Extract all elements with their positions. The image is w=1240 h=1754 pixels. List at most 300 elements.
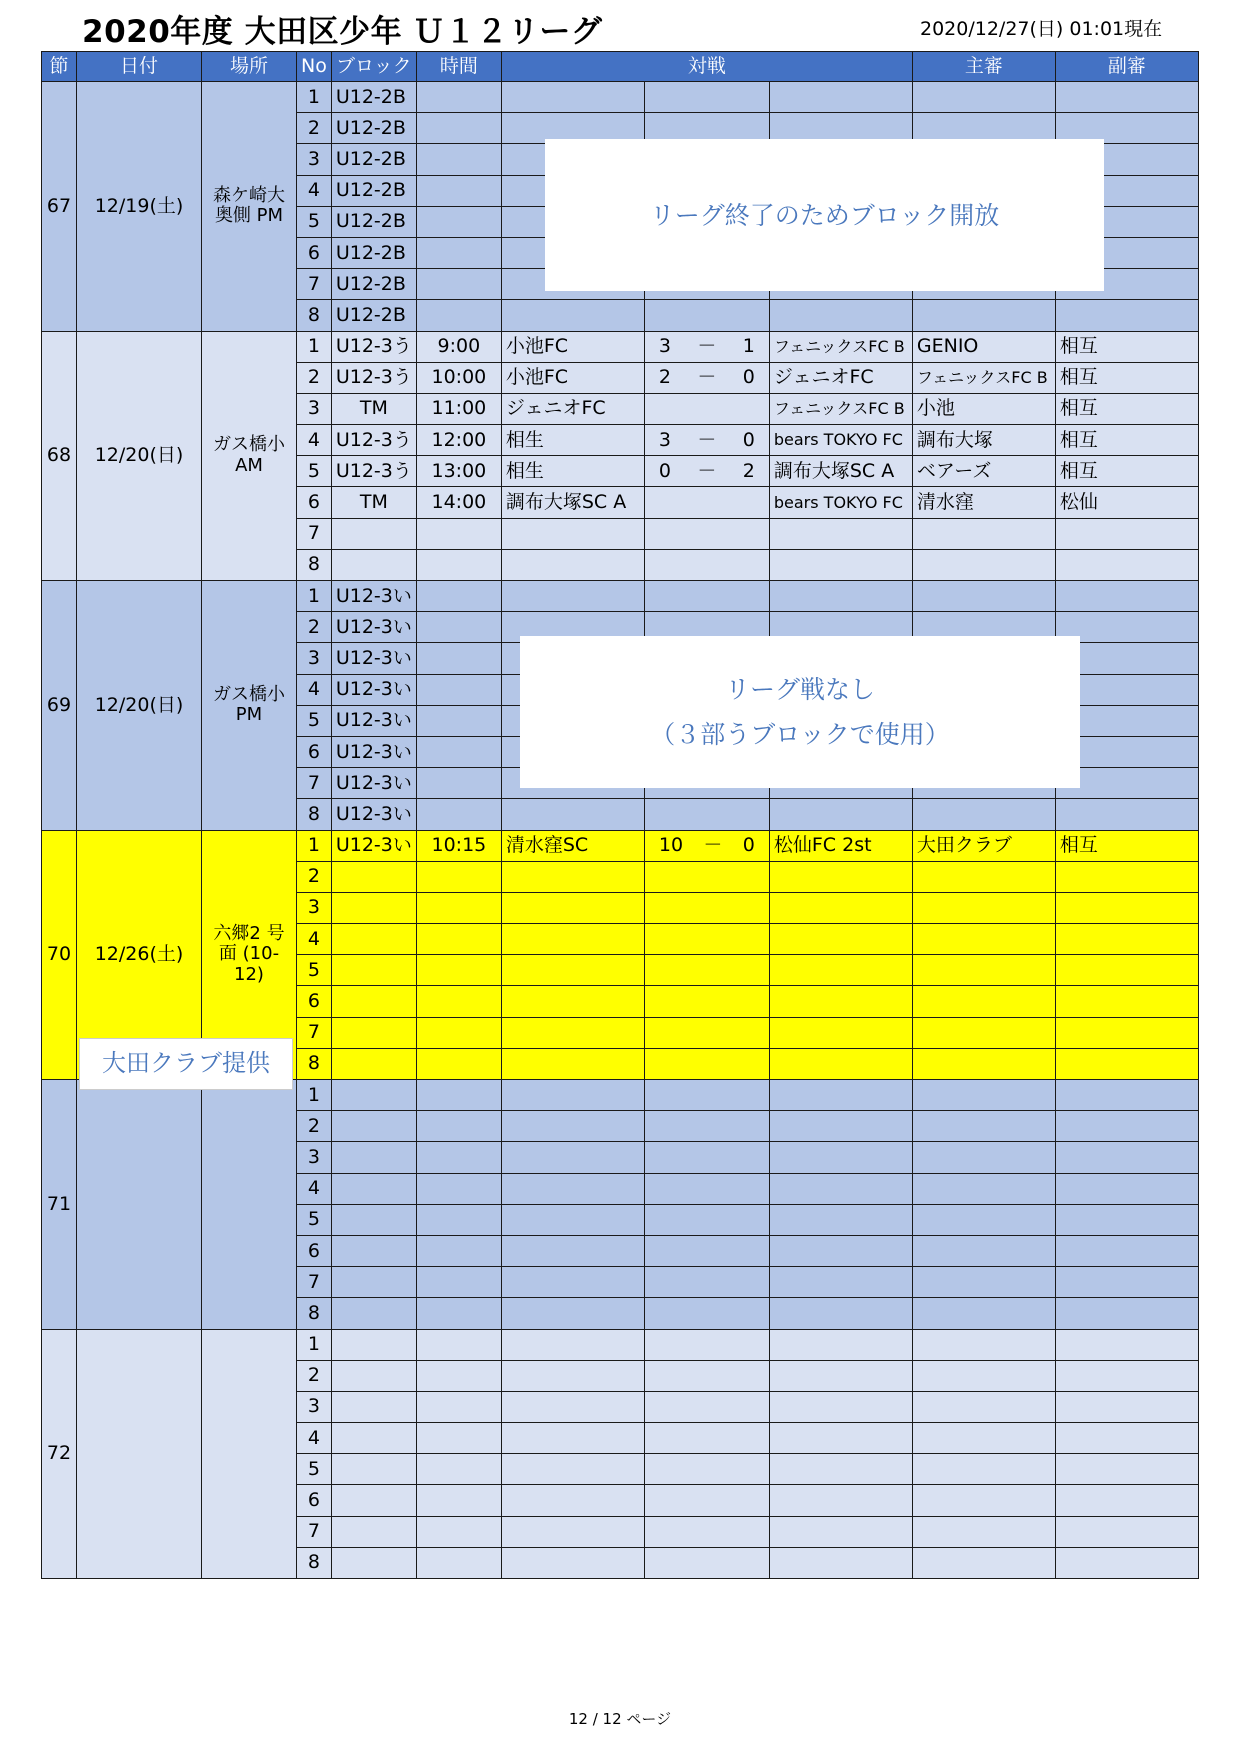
away-team-cell [769,1204,912,1235]
time-cell [416,1360,501,1391]
referee-cell [912,1485,1055,1516]
assistant-referee-cell [1055,799,1198,830]
score-cell [644,82,769,113]
home-team-cell [501,82,644,113]
header-assistant: 副審 [1055,52,1198,82]
no-cell: 8 [297,300,332,331]
time-cell [416,674,501,705]
no-cell: 1 [297,1329,332,1360]
date-cell [77,1080,202,1330]
time-cell [416,643,501,674]
provided-by-text: 大田クラブ提供 [102,1049,270,1078]
block-cell [331,892,416,923]
home-team-cell [501,986,644,1017]
no-cell: 4 [297,924,332,955]
no-cell: 5 [297,1454,332,1485]
score-cell [644,924,769,955]
assistant-referee-cell: 相互 [1055,393,1198,424]
block-cell: TM [331,393,416,424]
home-team-cell [501,1142,644,1173]
time-cell [416,300,501,331]
referee-cell [912,1516,1055,1547]
referee-cell [912,1080,1055,1111]
score-cell [644,1017,769,1048]
block-cell [331,1204,416,1235]
time-cell [416,113,501,144]
time-cell [416,1391,501,1422]
time-cell [416,1547,501,1578]
home-team-cell [501,1485,644,1516]
block-cell: U12-3い [331,830,416,861]
time-cell: 9:00 [416,331,501,362]
block-cell: U12-3い [331,736,416,767]
time-cell: 12:00 [416,425,501,456]
no-cell: 7 [297,1017,332,1048]
date-cell: 12/19(土) [77,82,202,332]
block-cell [331,1142,416,1173]
header-setsu: 節 [42,52,77,82]
referee-cell: フェニックスFC B [912,362,1055,393]
block-cell: TM [331,487,416,518]
time-cell [416,1173,501,1204]
no-cell: 2 [297,612,332,643]
assistant-referee-cell [1055,82,1198,113]
time-cell: 10:15 [416,830,501,861]
away-team-cell [769,1329,912,1360]
no-cell: 5 [297,206,332,237]
no-cell: 1 [297,830,332,861]
time-cell [416,736,501,767]
home-team-cell [501,861,644,892]
block-cell [331,1267,416,1298]
time-cell [416,206,501,237]
no-cell: 6 [297,1235,332,1266]
block-cell [331,549,416,580]
score-cell [644,986,769,1017]
no-cell: 7 [297,1516,332,1547]
no-cell: 7 [297,269,332,300]
score-cell [644,1173,769,1204]
time-cell [416,799,501,830]
no-cell: 2 [297,1360,332,1391]
venue-cell [202,1329,297,1579]
setsu-cell: 70 [42,830,77,1080]
no-cell: 5 [297,456,332,487]
updated-timestamp: 2020/12/27(日) 01:01現在 [920,18,1163,40]
block-cell: U12-3い [331,799,416,830]
home-team-cell [501,1267,644,1298]
no-cell: 5 [297,1204,332,1235]
assistant-referee-cell [1055,300,1198,331]
no-cell: 3 [297,393,332,424]
time-cell: 10:00 [416,362,501,393]
referee-cell [912,1048,1055,1079]
referee-cell [912,1298,1055,1329]
time-cell [416,986,501,1017]
score-cell [644,362,769,393]
score-cell [644,549,769,580]
score-home: 10 [658,834,684,857]
venue-cell: ガス橋小 AM [202,331,297,581]
referee-cell [912,518,1055,549]
venue-cell: 森ケ崎大 奥側 PM [202,82,297,332]
block-cell [331,1360,416,1391]
time-cell [416,612,501,643]
referee-cell: ベアーズ [912,456,1055,487]
no-cell: 5 [297,955,332,986]
block-cell [331,986,416,1017]
no-league-line2: （３部うブロックで使用） [650,720,950,749]
block-cell [331,1516,416,1547]
referee-cell [912,300,1055,331]
assistant-referee-cell [1055,518,1198,549]
time-cell [416,1048,501,1079]
block-cell: U12-2B [331,113,416,144]
time-cell [416,1017,501,1048]
no-league-line1: リーグ戦なし [724,675,875,704]
table-row [42,82,1199,113]
score-dash: － [697,366,717,389]
assistant-referee-cell: 相互 [1055,331,1198,362]
no-cell: 4 [297,1173,332,1204]
header-no: No [297,52,332,82]
score-cell [644,892,769,923]
time-cell [416,144,501,175]
no-cell: 2 [297,861,332,892]
away-team-cell [769,1267,912,1298]
home-team-cell [501,1017,644,1048]
home-team-cell [501,1547,644,1578]
block-cell [331,1547,416,1578]
block-cell [331,1298,416,1329]
away-team-cell: 松仙FC 2st [769,830,912,861]
venue-cell: ガス橋小 PM [202,581,297,831]
away-team-cell: ジェニオFC [769,362,912,393]
score-cell [644,1267,769,1298]
referee-cell [912,861,1055,892]
block-cell: U12-3い [331,705,416,736]
score-cell [644,1142,769,1173]
referee-cell [912,1204,1055,1235]
block-cell: U12-3い [331,581,416,612]
score-away: 0 [742,366,755,389]
setsu-cell: 68 [42,331,77,581]
referee-cell [912,82,1055,113]
score-dash: － [703,834,723,857]
score-cell [644,799,769,830]
home-team-cell [501,1391,644,1422]
home-team-cell [501,581,644,612]
no-cell: 3 [297,892,332,923]
home-team-cell [501,1329,644,1360]
score-cell [644,1204,769,1235]
home-team-cell [501,1204,644,1235]
score-cell [644,1080,769,1111]
no-cell: 6 [297,986,332,1017]
page-title: 2020年度 大田区少年 Ｕ１２リーグ [82,14,603,50]
league-end-notice [545,139,1104,291]
venue-cell [202,1080,297,1330]
no-cell: 3 [297,144,332,175]
no-cell: 1 [297,82,332,113]
assistant-referee-cell [1055,892,1198,923]
header-match: 対戦 [501,52,912,82]
assistant-referee-cell [1055,1423,1198,1454]
referee-cell [912,924,1055,955]
referee-cell [912,892,1055,923]
time-cell [416,1235,501,1266]
away-team-cell [769,1547,912,1578]
home-team-cell [501,518,644,549]
assistant-referee-cell [1055,1485,1198,1516]
no-cell: 2 [297,1111,332,1142]
score-cell [644,1235,769,1266]
assistant-referee-cell [1055,1360,1198,1391]
home-team-cell [501,300,644,331]
home-team-cell [501,1048,644,1079]
referee-cell [912,1454,1055,1485]
assistant-referee-cell [1055,549,1198,580]
assistant-referee-cell [1055,1547,1198,1578]
assistant-referee-cell [1055,986,1198,1017]
score-cell [644,425,769,456]
home-team-cell: 相生 [501,456,644,487]
time-cell [416,861,501,892]
assistant-referee-cell [1055,1204,1198,1235]
away-team-cell: フェニックスFC B [769,393,912,424]
home-team-cell: ジェニオFC [501,393,644,424]
away-team-cell [769,924,912,955]
score-cell [644,1516,769,1547]
away-team-cell: bears TOKYO FC [769,487,912,518]
no-cell: 4 [297,674,332,705]
assistant-referee-cell [1055,1142,1198,1173]
time-cell [416,1454,501,1485]
score-cell [644,331,769,362]
time-cell [416,1298,501,1329]
home-team-cell [501,1516,644,1547]
assistant-referee-cell [1055,1391,1198,1422]
time-cell [416,1516,501,1547]
referee-cell [912,1267,1055,1298]
block-cell: U12-2B [331,237,416,268]
score-cell [644,1485,769,1516]
time-cell [416,1423,501,1454]
block-cell: U12-2B [331,269,416,300]
home-team-cell [501,1235,644,1266]
no-cell: 6 [297,736,332,767]
score-cell [644,830,769,861]
score-cell [644,1360,769,1391]
score-home: 0 [658,459,671,482]
referee-cell [912,1423,1055,1454]
home-team-cell [501,1080,644,1111]
referee-cell: 大田クラブ [912,830,1055,861]
score-cell [644,581,769,612]
score-cell [644,1547,769,1578]
block-cell [331,1173,416,1204]
referee-cell [912,799,1055,830]
league-end-text: リーグ終了のためブロック開放 [649,200,1000,230]
away-team-cell [769,1048,912,1079]
assistant-referee-cell [1055,1048,1198,1079]
score-cell [644,518,769,549]
away-team-cell [769,1391,912,1422]
block-cell: U12-3う [331,331,416,362]
score-cell [644,1329,769,1360]
block-cell [331,1329,416,1360]
away-team-cell [769,1142,912,1173]
page-footer: 12 / 12 ページ [568,1710,672,1728]
table-row [42,581,1199,612]
score-dash: － [697,428,717,451]
away-team-cell [769,1017,912,1048]
referee-cell: 清水窪 [912,487,1055,518]
away-team-cell [769,1454,912,1485]
assistant-referee-cell: 相互 [1055,425,1198,456]
setsu-cell: 67 [42,82,77,332]
block-cell: U12-3い [331,674,416,705]
referee-cell [912,1329,1055,1360]
header-time: 時間 [416,52,501,82]
home-team-cell [501,1298,644,1329]
referee-cell [912,1142,1055,1173]
assistant-referee-cell [1055,1267,1198,1298]
time-cell [416,1080,501,1111]
score-cell [644,487,769,518]
assistant-referee-cell: 松仙 [1055,487,1198,518]
time-cell [416,269,501,300]
block-cell: U12-3う [331,362,416,393]
home-team-cell [501,892,644,923]
referee-cell [912,986,1055,1017]
assistant-referee-cell [1055,581,1198,612]
schedule-body [42,82,1199,1579]
away-team-cell: 調布大塚SC A [769,456,912,487]
score-dash: － [697,459,717,482]
no-cell: 2 [297,113,332,144]
home-team-cell [501,799,644,830]
block-cell [331,1454,416,1485]
no-cell: 7 [297,1267,332,1298]
time-cell [416,924,501,955]
assistant-referee-cell [1055,1516,1198,1547]
referee-cell [912,1173,1055,1204]
table-row [42,1329,1199,1360]
block-cell: U12-2B [331,175,416,206]
time-cell [416,82,501,113]
referee-cell [912,1111,1055,1142]
home-team-cell [501,1111,644,1142]
away-team-cell [769,518,912,549]
away-team-cell: bears TOKYO FC [769,425,912,456]
time-cell [416,1329,501,1360]
block-cell: U12-3い [331,612,416,643]
home-team-cell [501,955,644,986]
no-cell: 8 [297,799,332,830]
block-cell [331,861,416,892]
no-cell: 6 [297,487,332,518]
home-team-cell [501,1173,644,1204]
score-home: 3 [658,335,671,358]
score-cell [644,1298,769,1329]
referee-cell [912,549,1055,580]
block-cell [331,955,416,986]
assistant-referee-cell [1055,1111,1198,1142]
block-cell [331,1111,416,1142]
no-cell: 3 [297,1142,332,1173]
away-team-cell [769,300,912,331]
home-team-cell: 相生 [501,425,644,456]
referee-cell [912,1547,1055,1578]
away-team-cell [769,799,912,830]
away-team-cell [769,1423,912,1454]
time-cell [416,518,501,549]
block-cell [331,1080,416,1111]
score-away: 0 [742,834,755,857]
table-row [42,331,1199,362]
score-cell [644,393,769,424]
venue-cell: 六郷2 号面 (10-12) [202,830,297,1080]
no-cell: 8 [297,1298,332,1329]
home-team-cell [501,1454,644,1485]
block-cell: U12-3い [331,643,416,674]
header-referee: 主審 [912,52,1055,82]
block-cell [331,518,416,549]
block-cell [331,1391,416,1422]
block-cell [331,1017,416,1048]
time-cell [416,237,501,268]
block-cell [331,924,416,955]
assistant-referee-cell: 相互 [1055,830,1198,861]
referee-cell: 小池 [912,393,1055,424]
away-team-cell [769,1080,912,1111]
no-cell: 7 [297,768,332,799]
block-cell: U12-2B [331,144,416,175]
home-team-cell [501,549,644,580]
away-team-cell [769,861,912,892]
time-cell [416,1142,501,1173]
table-row [42,830,1199,861]
header-venue: 場所 [202,52,297,82]
assistant-referee-cell [1055,1329,1198,1360]
no-cell: 8 [297,1547,332,1578]
header-row [42,52,1199,82]
block-cell [331,1235,416,1266]
assistant-referee-cell [1055,1298,1198,1329]
time-cell [416,1111,501,1142]
assistant-referee-cell [1055,924,1198,955]
block-cell [331,1485,416,1516]
away-team-cell [769,1173,912,1204]
no-cell: 4 [297,175,332,206]
time-cell: 14:00 [416,487,501,518]
time-cell [416,1485,501,1516]
score-dash: － [697,335,717,358]
away-team-cell [769,1111,912,1142]
no-cell: 8 [297,549,332,580]
away-team-cell [769,1298,912,1329]
no-cell: 1 [297,331,332,362]
time-cell [416,1204,501,1235]
block-cell [331,1048,416,1079]
date-cell: 12/20(日) [77,581,202,831]
away-team-cell [769,986,912,1017]
score-cell [644,1454,769,1485]
score-cell [644,456,769,487]
provided-by-notice [79,1038,293,1090]
score-home: 3 [658,428,671,451]
